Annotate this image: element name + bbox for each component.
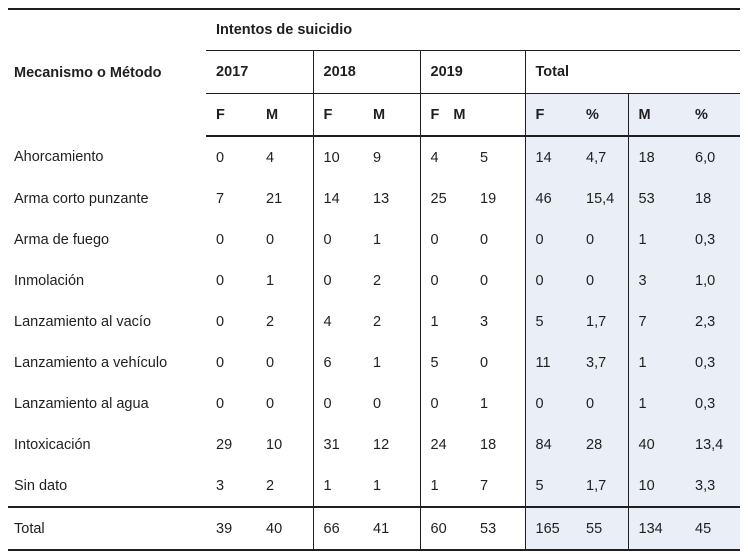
cell-value: 18 — [628, 136, 685, 178]
subheader-2018-m: M — [363, 94, 420, 137]
cell-value: 28 — [576, 424, 628, 465]
cell-value: 19 — [480, 190, 497, 207]
cell-value: 0 — [313, 383, 363, 424]
cell-value: 7 — [480, 477, 489, 494]
row-label: Total — [8, 507, 206, 550]
cell-value: 0 — [313, 260, 363, 301]
cell-value: 10 — [313, 136, 363, 178]
cell-value: 1,0 — [685, 260, 740, 301]
cell-value: 1 — [420, 301, 470, 342]
subheader-2019-fm — [420, 94, 525, 137]
suicide-attempts-table — [8, 8, 740, 551]
cell-value: 40 — [256, 507, 313, 550]
table-row — [8, 383, 740, 424]
row-label: Inmolación — [14, 272, 85, 289]
cell-value: 0 — [313, 219, 363, 260]
cell-value: 40 — [628, 424, 685, 465]
cell-value: 0 — [525, 383, 576, 424]
subheader-2019-f: F — [430, 106, 440, 123]
year-header-2018: 2018 — [313, 51, 420, 94]
table-row — [8, 424, 740, 465]
cell-value: 1 — [628, 342, 685, 383]
cell-value: 11 — [525, 342, 576, 383]
cell-value: 0 — [480, 272, 489, 289]
cell-value: 0 — [525, 260, 576, 301]
cell-value: 10 — [628, 465, 685, 507]
cell-value: 46 — [525, 178, 576, 219]
cell-value: 0 — [266, 231, 275, 248]
cell-value: 1,7 — [576, 301, 628, 342]
cell-value: 5 — [525, 301, 576, 342]
cell-value: 7 — [216, 190, 225, 207]
row-label: Lanzamiento al vacío — [14, 313, 152, 330]
row-label: Arma de fuego — [14, 231, 110, 248]
cell-value: 0 — [373, 395, 382, 412]
subheader-total-f: F — [525, 94, 576, 137]
cell-value: 0 — [525, 219, 576, 260]
cell-value: 29 — [216, 436, 233, 453]
subheader-total-m: M — [628, 94, 685, 137]
row-label: Sin dato — [14, 477, 68, 494]
cell-value: 18 — [480, 436, 497, 453]
cell-value: 45 — [685, 507, 740, 550]
table-row — [8, 136, 740, 178]
cell-value: 3,7 — [576, 342, 628, 383]
subheader-total-f-pct: % — [576, 94, 628, 137]
cell-value: 2 — [266, 313, 275, 330]
table-title: Intentos de suicidio — [206, 9, 740, 51]
total-group-header: Total — [525, 51, 740, 94]
cell-value: 66 — [313, 507, 363, 550]
cell-value: 4 — [266, 149, 275, 166]
cell-value: 4,7 — [576, 136, 628, 178]
subheader-2017-f: F — [206, 94, 256, 137]
cell-value: 0 — [216, 395, 225, 412]
cell-value: 60 — [420, 507, 470, 550]
cell-value: 9 — [373, 149, 382, 166]
cell-value: 0 — [420, 219, 470, 260]
cell-value: 0 — [266, 395, 275, 412]
year-header-2017: 2017 — [206, 51, 313, 94]
row-label: Lanzamiento al agua — [14, 395, 149, 412]
cell-value: 1 — [373, 354, 382, 371]
table-row — [8, 465, 740, 507]
subheader-2018-f: F — [313, 94, 363, 137]
cell-value: 31 — [313, 424, 363, 465]
cell-value: 3 — [216, 477, 225, 494]
cell-value: 0 — [480, 354, 489, 371]
cell-value: 6,0 — [685, 136, 740, 178]
cell-value: 2 — [266, 477, 275, 494]
cell-value: 0 — [216, 313, 225, 330]
cell-value: 3 — [480, 313, 489, 330]
cell-value: 39 — [206, 507, 256, 550]
row-label: Lanzamiento a vehículo — [14, 354, 168, 371]
cell-value: 41 — [363, 507, 420, 550]
cell-value: 5 — [525, 465, 576, 507]
cell-value: 0 — [576, 219, 628, 260]
table-row — [8, 178, 740, 219]
table-row — [8, 260, 740, 301]
cell-value: 0 — [216, 354, 225, 371]
cell-value: 0 — [480, 231, 489, 248]
cell-value: 1,7 — [576, 465, 628, 507]
cell-value: 0 — [576, 383, 628, 424]
cell-value: 0 — [216, 231, 225, 248]
cell-value: 0,3 — [685, 219, 740, 260]
cell-value: 134 — [628, 507, 685, 550]
cell-value: 0 — [266, 354, 275, 371]
cell-value: 1 — [628, 219, 685, 260]
table-row — [8, 342, 740, 383]
cell-value: 2,3 — [685, 301, 740, 342]
cell-value: 10 — [266, 436, 283, 453]
cell-value: 165 — [525, 507, 576, 550]
cell-value: 14 — [525, 136, 576, 178]
cell-value: 1 — [480, 395, 489, 412]
cell-value: 25 — [420, 178, 470, 219]
cell-value: 1 — [266, 272, 275, 289]
cell-value: 4 — [313, 301, 363, 342]
subheader-2017-m: M — [256, 94, 313, 137]
table-row — [8, 301, 740, 342]
cell-value: 5 — [420, 342, 470, 383]
total-row — [8, 507, 740, 550]
cell-value: 1 — [313, 465, 363, 507]
row-label: Intoxicación — [14, 436, 91, 453]
cell-value: 14 — [313, 178, 363, 219]
cell-value: 1 — [420, 465, 470, 507]
cell-value: 1 — [373, 231, 382, 248]
cell-value: 53 — [470, 507, 525, 550]
cell-value: 24 — [420, 424, 470, 465]
cell-value: 4 — [420, 136, 470, 178]
cell-value: 0 — [420, 260, 470, 301]
cell-value: 3,3 — [685, 465, 740, 507]
cell-value: 0 — [576, 260, 628, 301]
cell-value: 1 — [373, 477, 382, 494]
cell-value: 21 — [266, 190, 283, 207]
table-title-row — [8, 9, 740, 51]
cell-value: 0 — [420, 383, 470, 424]
cell-value: 55 — [576, 507, 628, 550]
cell-value: 2 — [373, 313, 382, 330]
cell-value: 1 — [628, 383, 685, 424]
cell-value: 15,4 — [576, 178, 628, 219]
cell-value: 6 — [313, 342, 363, 383]
year-header-2019: 2019 — [420, 51, 525, 94]
cell-value: 7 — [628, 301, 685, 342]
cell-value: 0,3 — [685, 383, 740, 424]
table-row — [8, 219, 740, 260]
column-header-mechanism: Mecanismo o Método — [8, 9, 206, 136]
cell-value: 3 — [628, 260, 685, 301]
cell-value: 13 — [373, 190, 390, 207]
subheader-total-m-pct: % — [685, 94, 740, 137]
cell-value: 12 — [373, 436, 390, 453]
cell-value: 2 — [373, 272, 382, 289]
cell-value: 0 — [216, 149, 225, 166]
cell-value: 53 — [628, 178, 685, 219]
cell-value: 0 — [216, 272, 225, 289]
cell-value: 84 — [525, 424, 576, 465]
cell-value: 0,3 — [685, 342, 740, 383]
row-label: Ahorcamiento — [14, 149, 104, 165]
cell-value: 18 — [685, 178, 740, 219]
subheader-2019-m: M — [453, 106, 466, 123]
cell-value: 13,4 — [685, 424, 740, 465]
row-label: Arma corto punzante — [14, 190, 149, 207]
cell-value: 5 — [480, 149, 489, 166]
